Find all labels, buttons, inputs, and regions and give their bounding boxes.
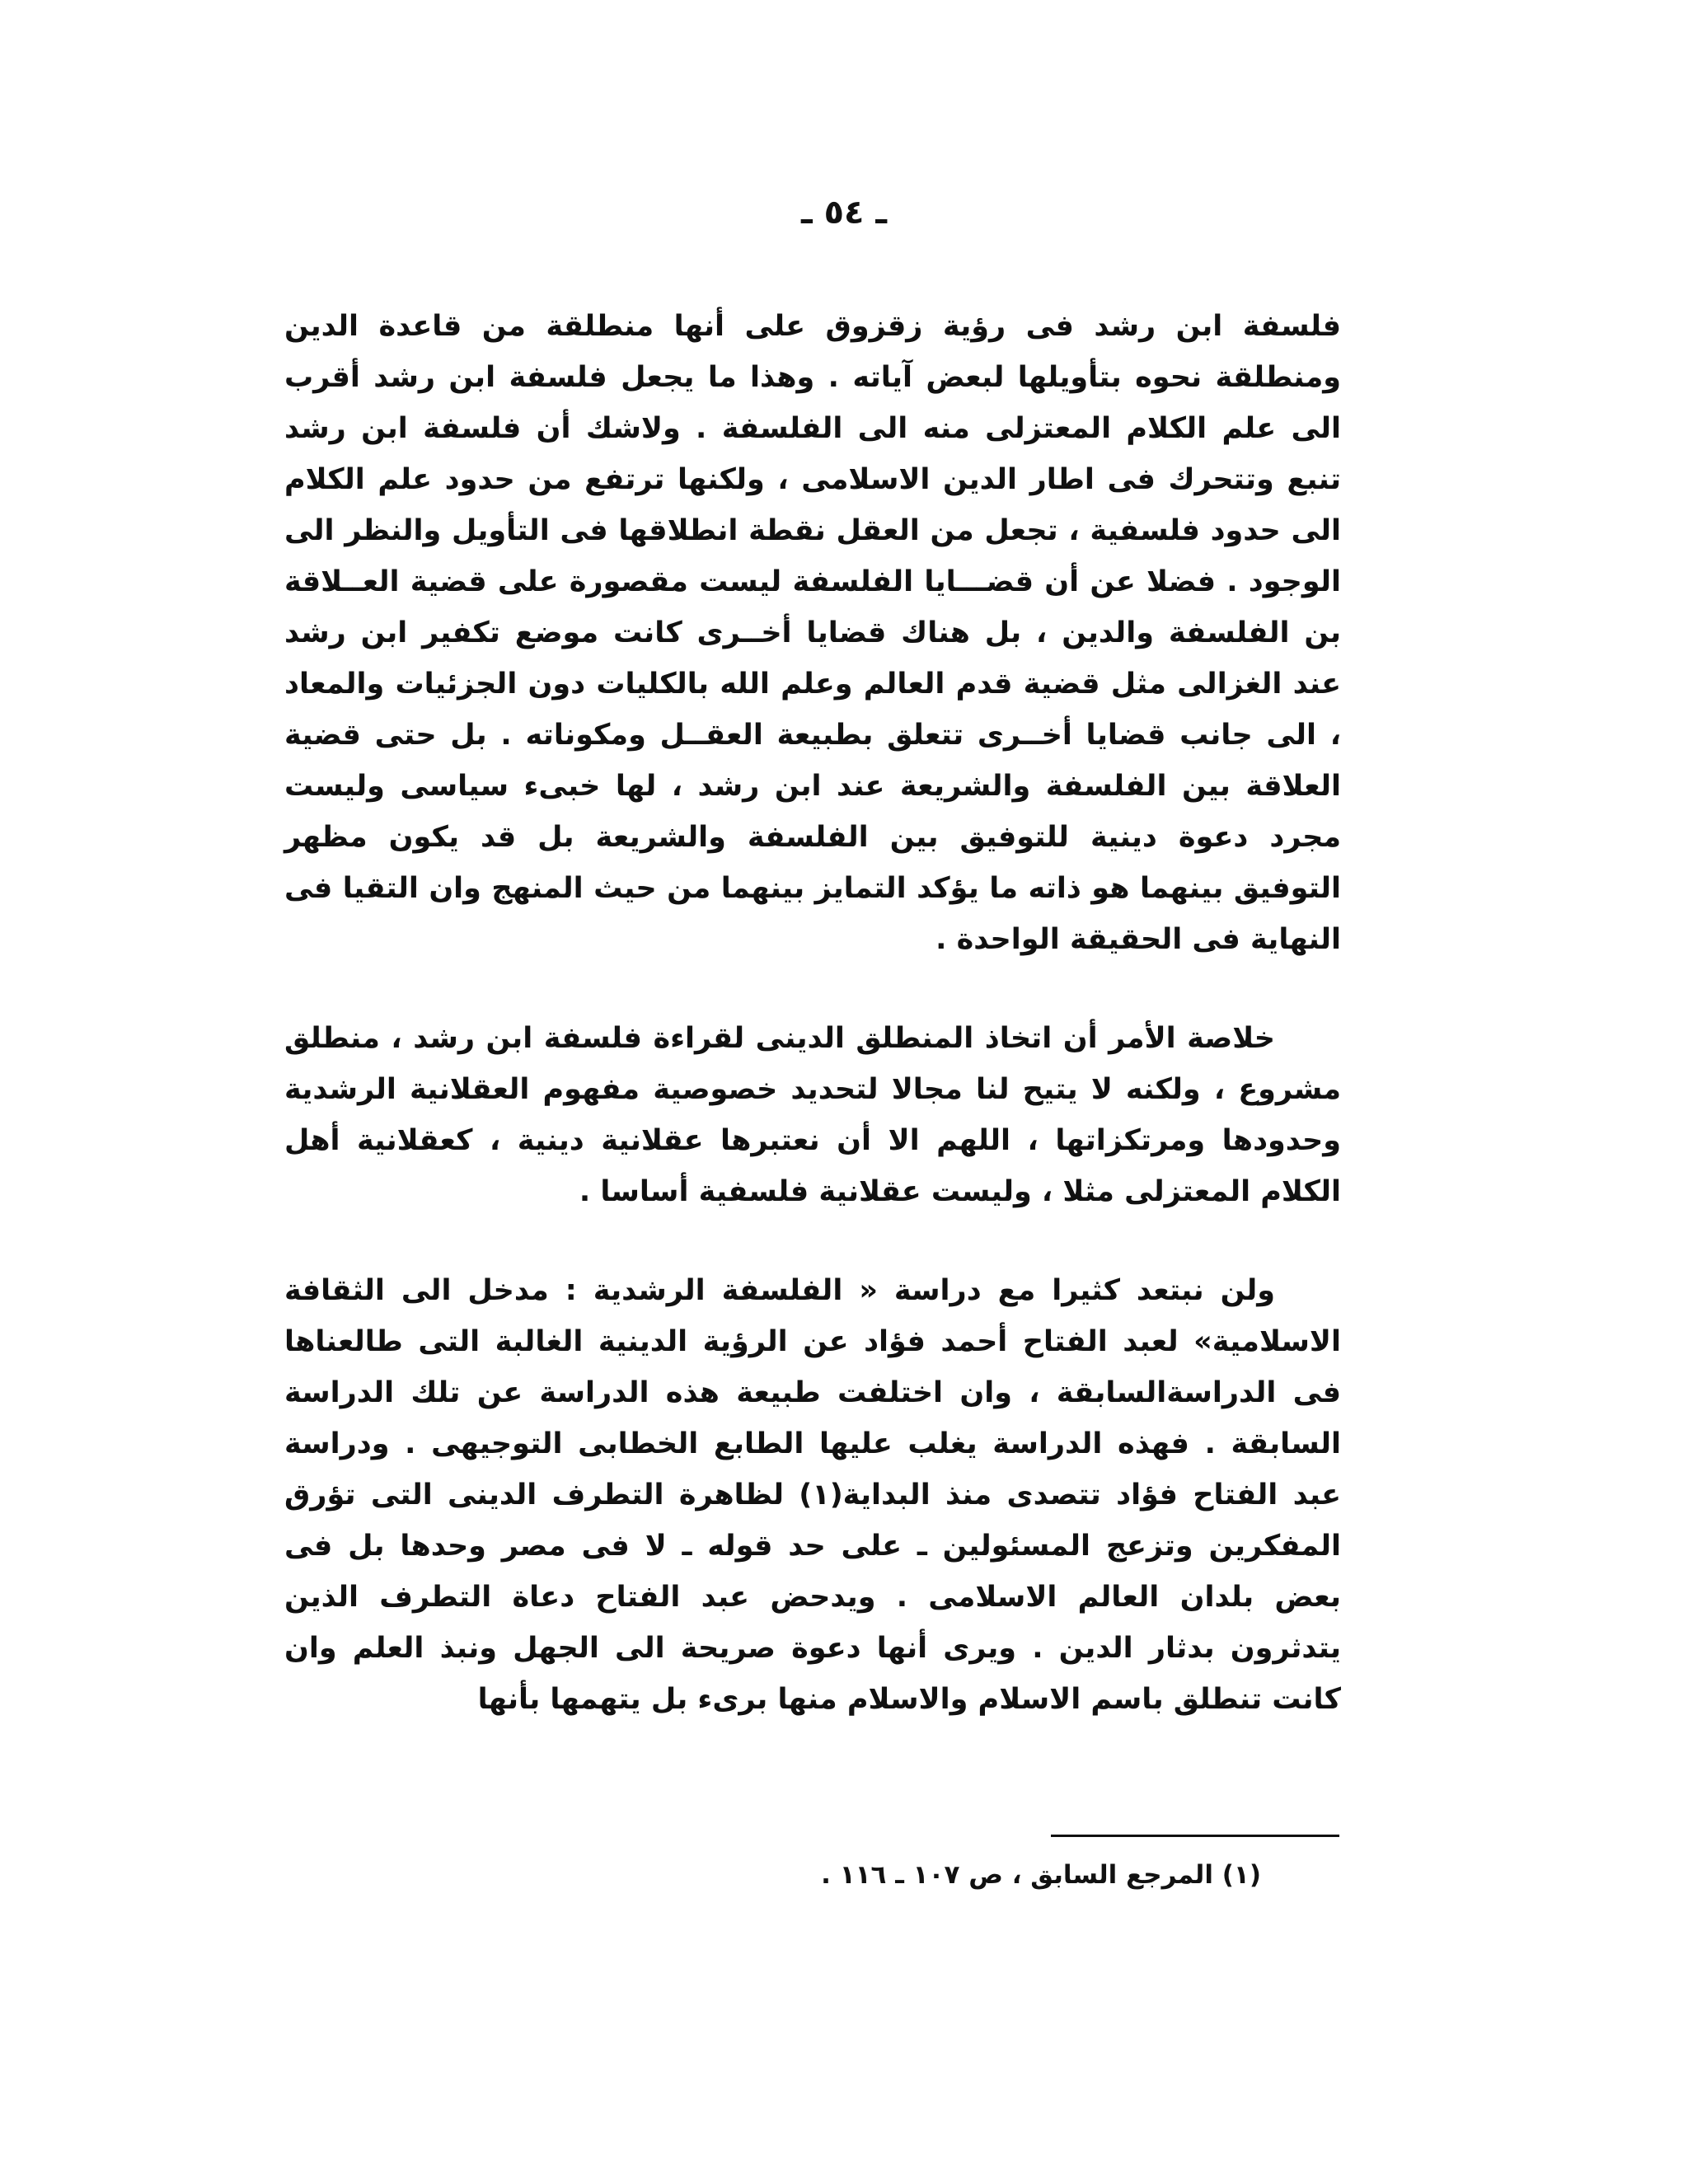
footnote: (١) المرجع السابق ، ص ١٠٧ ـ ١١٦ . bbox=[821, 1860, 1261, 1890]
paragraph-3: ولن نبتعد كثيرا مع دراسة « الفلسفة الرشدية : مدخل الى الثقافة الاسلامية» لعبد الفتاح أحمد فؤاد عن الرؤية الدينية الغالبة التى طالعناها فى الدراسةالسابقة ، وان اختلفت طبيعة هذه الدراسة عن تلك الدراسة السابقة . فهذه الدراسة يغلب عليها الطابع الخطابى التوجيهى . ودراسة عبد الفتاح فؤاد تتصدى منذ البداية(١) لظاهرة التطرف الدينى التى تؤرق المفكرين وتزعج المسئولين ـ على حد قوله ـ لا فى مصر وحدها بل فى بعض بلدان العالم الاسلامى . ويدحض عبد الفتاح دعاة التطرف الذين يتدثرون بدثار الدين . ويرى أنها دعوة صريحة الى الجهل ونبذ العلم وان كانت تنطلق باسم الاسلام والاسلام منها برىء بل يتهمها بأنها bbox=[284, 1274, 1342, 1716]
footnote-divider bbox=[1051, 1835, 1339, 1837]
page-number: ـ ٥٤ ـ bbox=[800, 194, 888, 232]
paragraph-2: خلاصة الأمر أن اتخاذ المنطلق الدينى لقراءة فلسفة ابن رشد ، منطلق مشروع ، ولكنه لا يتيح لنا مجالا لتحديد خصوصية مفهوم العقلانية الرشدية وحدودها ومرتكزاتها ، اللهم الا أن نعتبرها عقلانية دينية ، كعقلانية أهل الكلام المعتزلى مثلا ، وليست عقلانية فلسفية أساسا . bbox=[284, 1022, 1341, 1208]
paragraph-1: فلسفة ابن رشد فى رؤية زقزوق على أنها منطلقة من قاعدة الدين ومنطلقة نحوه بتأويلها لبعض آياته . وهذا ما يجعل فلسفة ابن رشد أقرب الى علم الكلام المعتزلى منه الى الفلسفة . ولاشك أن فلسفة ابن رشد تنبع وتتحرك فى اطار الدين الاسلامى ، ولكنها ترتفع من حدود علم الكلام الى حدود فلسفية ، تجعل من العقل نقطة انطلاقها فى التأويل والنظر الى الوجود . فضلا عن أن قضـــايا الفلسفة ليست مقصورة على قضية العــلاقة بن الفلسفة والدين ، بل هناك قضايا أخــرى كانت موضع تكفير ابن رشد عند الغزالى مثل قضية قدم العالم وعلم الله بالكليات دون الجزئيات والمعاد ، الى جانب قضايا أخــرى تتعلق بطبيعة العقــل ومكوناته . بل حتى قضية العلاقة بين الفلسفة والشريعة عند ابن رشد ، لها خبىء سياسى وليست مجرد دعوة دينية للتوفيق بين الفلسفة والشريعة بل قد يكون مظهر التوفيق بينهما هو ذاته ما يؤكد التمايز بينهما من حيث المنهج وان التقيا فى النهاية فى الحقيقة الواحدة . bbox=[284, 310, 1341, 956]
body-text bbox=[284, 301, 1341, 1725]
